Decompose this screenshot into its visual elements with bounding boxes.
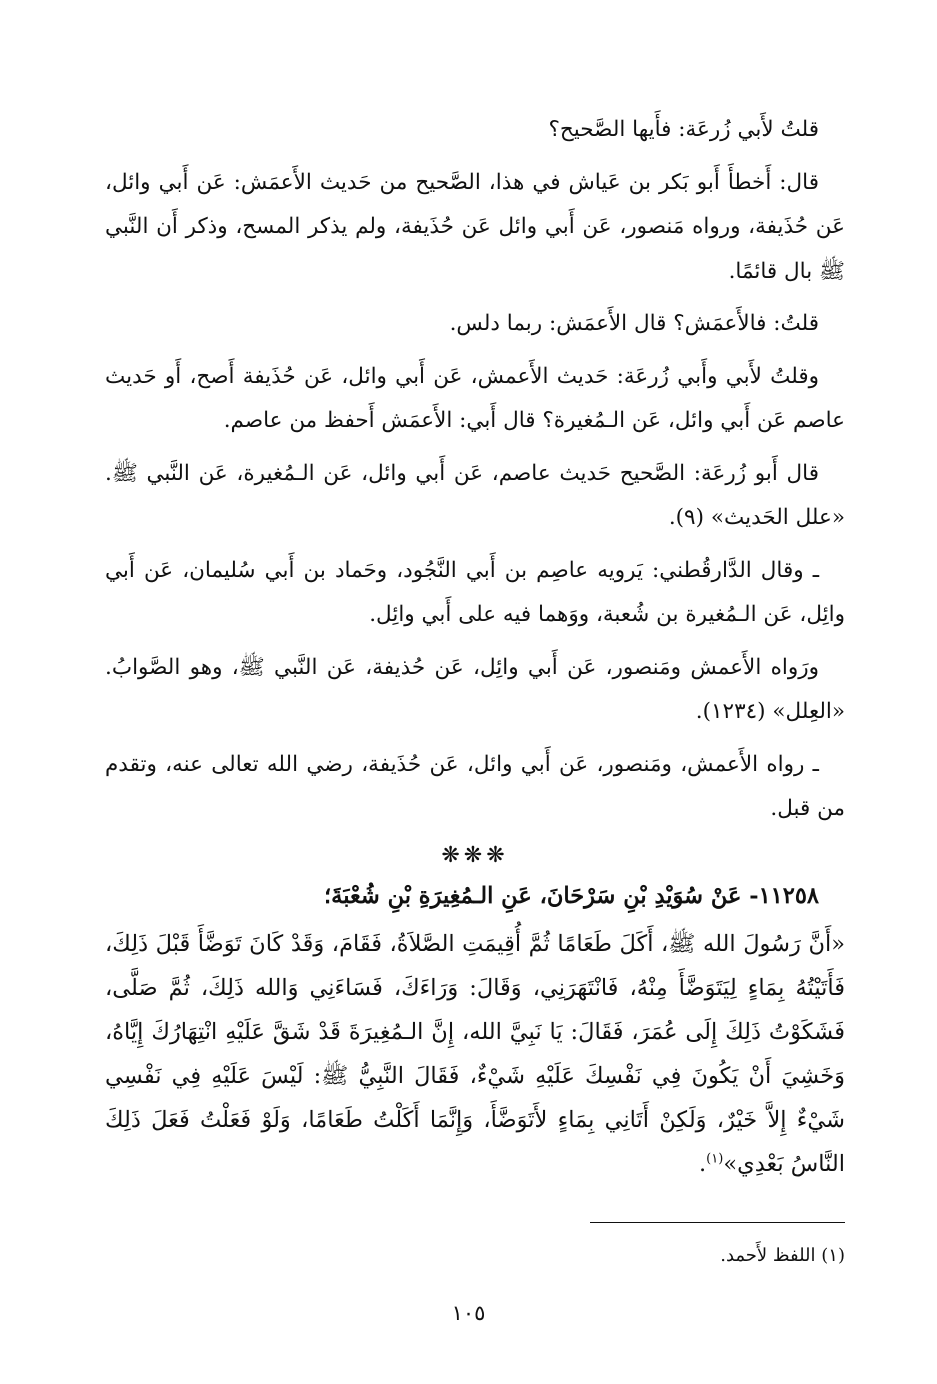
page-number: ١٠٥	[451, 1301, 486, 1325]
footnote-reference[interactable]: (١)	[706, 1151, 724, 1166]
hadith-text	[105, 922, 845, 1186]
paragraph-question: قلتُ لأَبي زُرعَة: فأَيها الصَّحيح؟	[548, 117, 819, 142]
hadith-heading: ١١٢٥٨- عَنْ سُوَيْدِ بْنِ سَرْحَانَ، عَنِ الـمُغِيرَةِ بْنِ شُعْبَةَ؛	[324, 882, 819, 909]
paragraph-comparison: وقلتُ لأَبي وأَبي زُرعَة: حَديث الأَعمش، عَن أَبي وائل، عَن حُذَيفة أَصح، أَو حَديث عاصم عَن أَبي وائل، عَن الـمُغيرة؟ قال أَبي: الأَعمَش أَحفظ من عاصم.	[105, 363, 845, 433]
paragraph-daraqutni: ـ وقال الدَّارقُطني: يَرويه عاصِم بن أَبي النَّجُود، وحَماد بن أَبي سُليمان، عَن أَبي وائِل، عَن الـمُغيرة بن شُعبة، ووَهما فيه على أَبي وائِل.	[105, 557, 845, 627]
footnote: (١) اللفظ لأَحمد.	[720, 1245, 845, 1266]
page-body	[105, 108, 845, 1186]
paragraph-rawahu: ـ رواه الأَعمش، ومَنصور، عَن أَبي وائل، عَن حُذَيفة، رضي الله تعالى عنه، وتقدم من قبل.	[105, 751, 845, 821]
footnote-divider	[590, 1222, 845, 1223]
hadith-end: .	[699, 1150, 707, 1177]
paragraph-abu-zura: قال أَبو زُرعَة: الصَّحيح حَديث عاصم، عَن أَبي وائل، عَن الـمُغيرة، عَن النَّبي ﷺ. «علل الحَديث» (٩).	[105, 460, 845, 530]
paragraph-riwaya: ورَواه الأَعمش ومَنصور، عَن أَبي وائِل، عَن حُذيفة، عَن النَّبي ﷺ، وهو الصَّوابُ. «العِلل» (١٢٣٤).	[105, 654, 845, 724]
paragraph-answer: قال: أَخطأَ أَبو بَكر بن عَياش في هذا، الصَّحيح من حَديث الأَعمَش: عَن أَبي وائل، عَن حُذَيفة، ورواه مَنصور، عَن أَبي وائل عَن حُذَيفة، ولم يذكر المسح، وذكر أَن النَّبي ﷺ بال قائمًا.	[105, 169, 845, 284]
paragraph-amash: قلتُ: فالأَعمَش؟ قال الأَعمَش: ربما دلس.	[449, 311, 819, 336]
section-separator: ❋❋❋	[441, 842, 509, 868]
hadith-body: «أَنَّ رَسُولَ الله ﷺ، أَكَلَ طَعَامًا ثُمَّ أُقِيمَتِ الصَّلاَةُ، فَقَامَ، وَقَدْ كَانَ تَوَضَّأَ قَبْلَ ذَلِكَ، فَأَتَيْتُهُ بِمَاءٍ لِيَتَوَضَّأَ مِنْهُ، فَانْتَهَرَنِي، وَقَالَ: وَرَاءَكَ، فَسَاءَنِي وَالله ذَلِكَ، ثُمَّ صَلَّى، فَشَكَوْتُ ذَلِكَ إِلَى عُمَرَ، فَقَالَ: يَا نَبِيَّ الله، إِنَّ الـمُغِيرَةَ قَدْ شَقَّ عَلَيْهِ انْتِهَارُكَ إِيَّاهُ، وَخَشِيَ أَنْ يَكُونَ فِي نَفْسِكَ عَلَيْهِ شَيْءٌ، فَقَالَ النَّبِيُّ ﷺ: لَيْسَ عَلَيْهِ فِي نَفْسِي شَيْءٌ إِلاَّ خَيْرٌ، وَلَكِنْ أَتَانِي بِمَاءٍ لأَتَوَضَّأَ، وَإِنَّمَا أَكَلْتُ طَعَامًا، وَلَوْ فَعَلْتُ فَعَلَ ذَلِكَ النَّاسُ بَعْدِي»	[105, 930, 845, 1177]
